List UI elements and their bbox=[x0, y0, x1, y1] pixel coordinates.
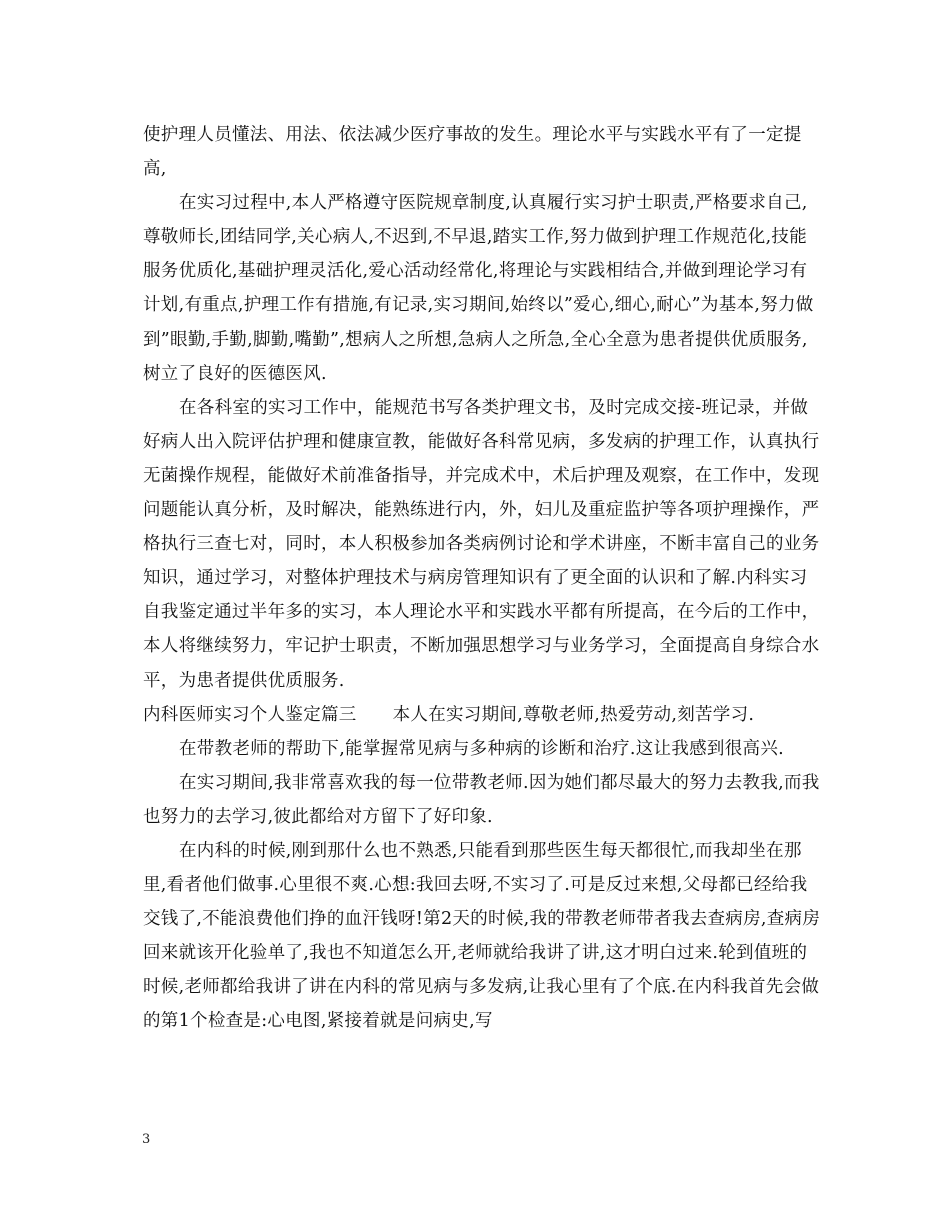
section-heading: 内科医师实习个人鉴定篇三 bbox=[143, 704, 357, 725]
section-lead-text: 本人在实习期间,尊敬老师,热爱劳动,刻苦学习. bbox=[392, 704, 755, 725]
document-body bbox=[143, 118, 823, 1039]
paragraph: 在实习期间,我非常喜欢我的每一位带教老师.因为她们都尽最大的努力去教我,而我也努力的去学习,彼此都给对方留下了好印象. bbox=[143, 772, 820, 827]
section-heading-line bbox=[143, 698, 823, 732]
paragraph: 在带教老师的帮助下,能掌握常见病与多种病的诊断和治疗.这让我感到很高兴. bbox=[179, 738, 784, 759]
paragraph: 使护理人员懂法、用法、依法减少医疗事故的发生。理论水平与实践水平有了一定提高, bbox=[143, 125, 802, 180]
paragraph: 在各科室的实习工作中，能规范书写各类护理文书，及时完成交接-班记录，并做好病人出入院评估护理和健康宣教，能做好各科常见病，多发病的护理工作，认真执行无菌操作规程，能做好术前准备指导，并完成术中，术后护理及观察，在工作中，发现问题能认真分析，及时解决，能熟练进行内，外，妇儿及重症监护等各项护理操作，严格执行三查七对，同时，本人积极参加各类病例讨论和学术讲座，不断丰富自己的业务知识，通过学习，对整体护理技术与病房管理知识有了更全面的认识和了解.内科实习自我鉴定通过半年多的实习，本人理论水平和实践水平都有所提高，在今后的工作中，本人将继续努力，牢记护士职责，不断加强思想学习与业务学习，全面提高自身综合水平，为患者提供优质服务. bbox=[143, 397, 820, 691]
page-number: 3 bbox=[142, 1132, 151, 1147]
paragraph: 在实习过程中,本人严格遵守医院规章制度,认真履行实习护士职责,严格要求自己,尊敬师长,团结同学,关心病人,不迟到,不早退,踏实工作,努力做到护理工作规范化,技能服务优质化,基础护理灵活化,爱心活动经常化,将理论与实践相结合,并做到理论学习有计划,有重点,护理工作有措施,有记录,实习期间,始终以”爱心,细心,耐心”为基本,努力做到”眼勤,手勤,脚勤,嘴勤”,想病人之所想,急病人之所急,全心全意为患者提供优质服务,树立了良好的医德医风. bbox=[143, 193, 814, 384]
paragraph: 在内科的时候,刚到那什么也不熟悉,只能看到那些医生每天都很忙,而我却坐在那里,看者他们做事.心里很不爽.心想:我回去呀,不实习了.可是反过来想,父母都已经给我交钱了,不能浪费他们挣的血汗钱呀!第2天的时候,我的带教老师带者我去查病房,查病房回来就该开化验单了,我也不知道怎么开,老师就给我讲了讲,这才明白过来.轮到值班的时候,老师都给我讲了讲在内科的常见病与多发病,让我心里有了个底.在内科我首先会做的第1个检查是:心电图,紧接着就是问病史,写 bbox=[143, 840, 821, 1032]
